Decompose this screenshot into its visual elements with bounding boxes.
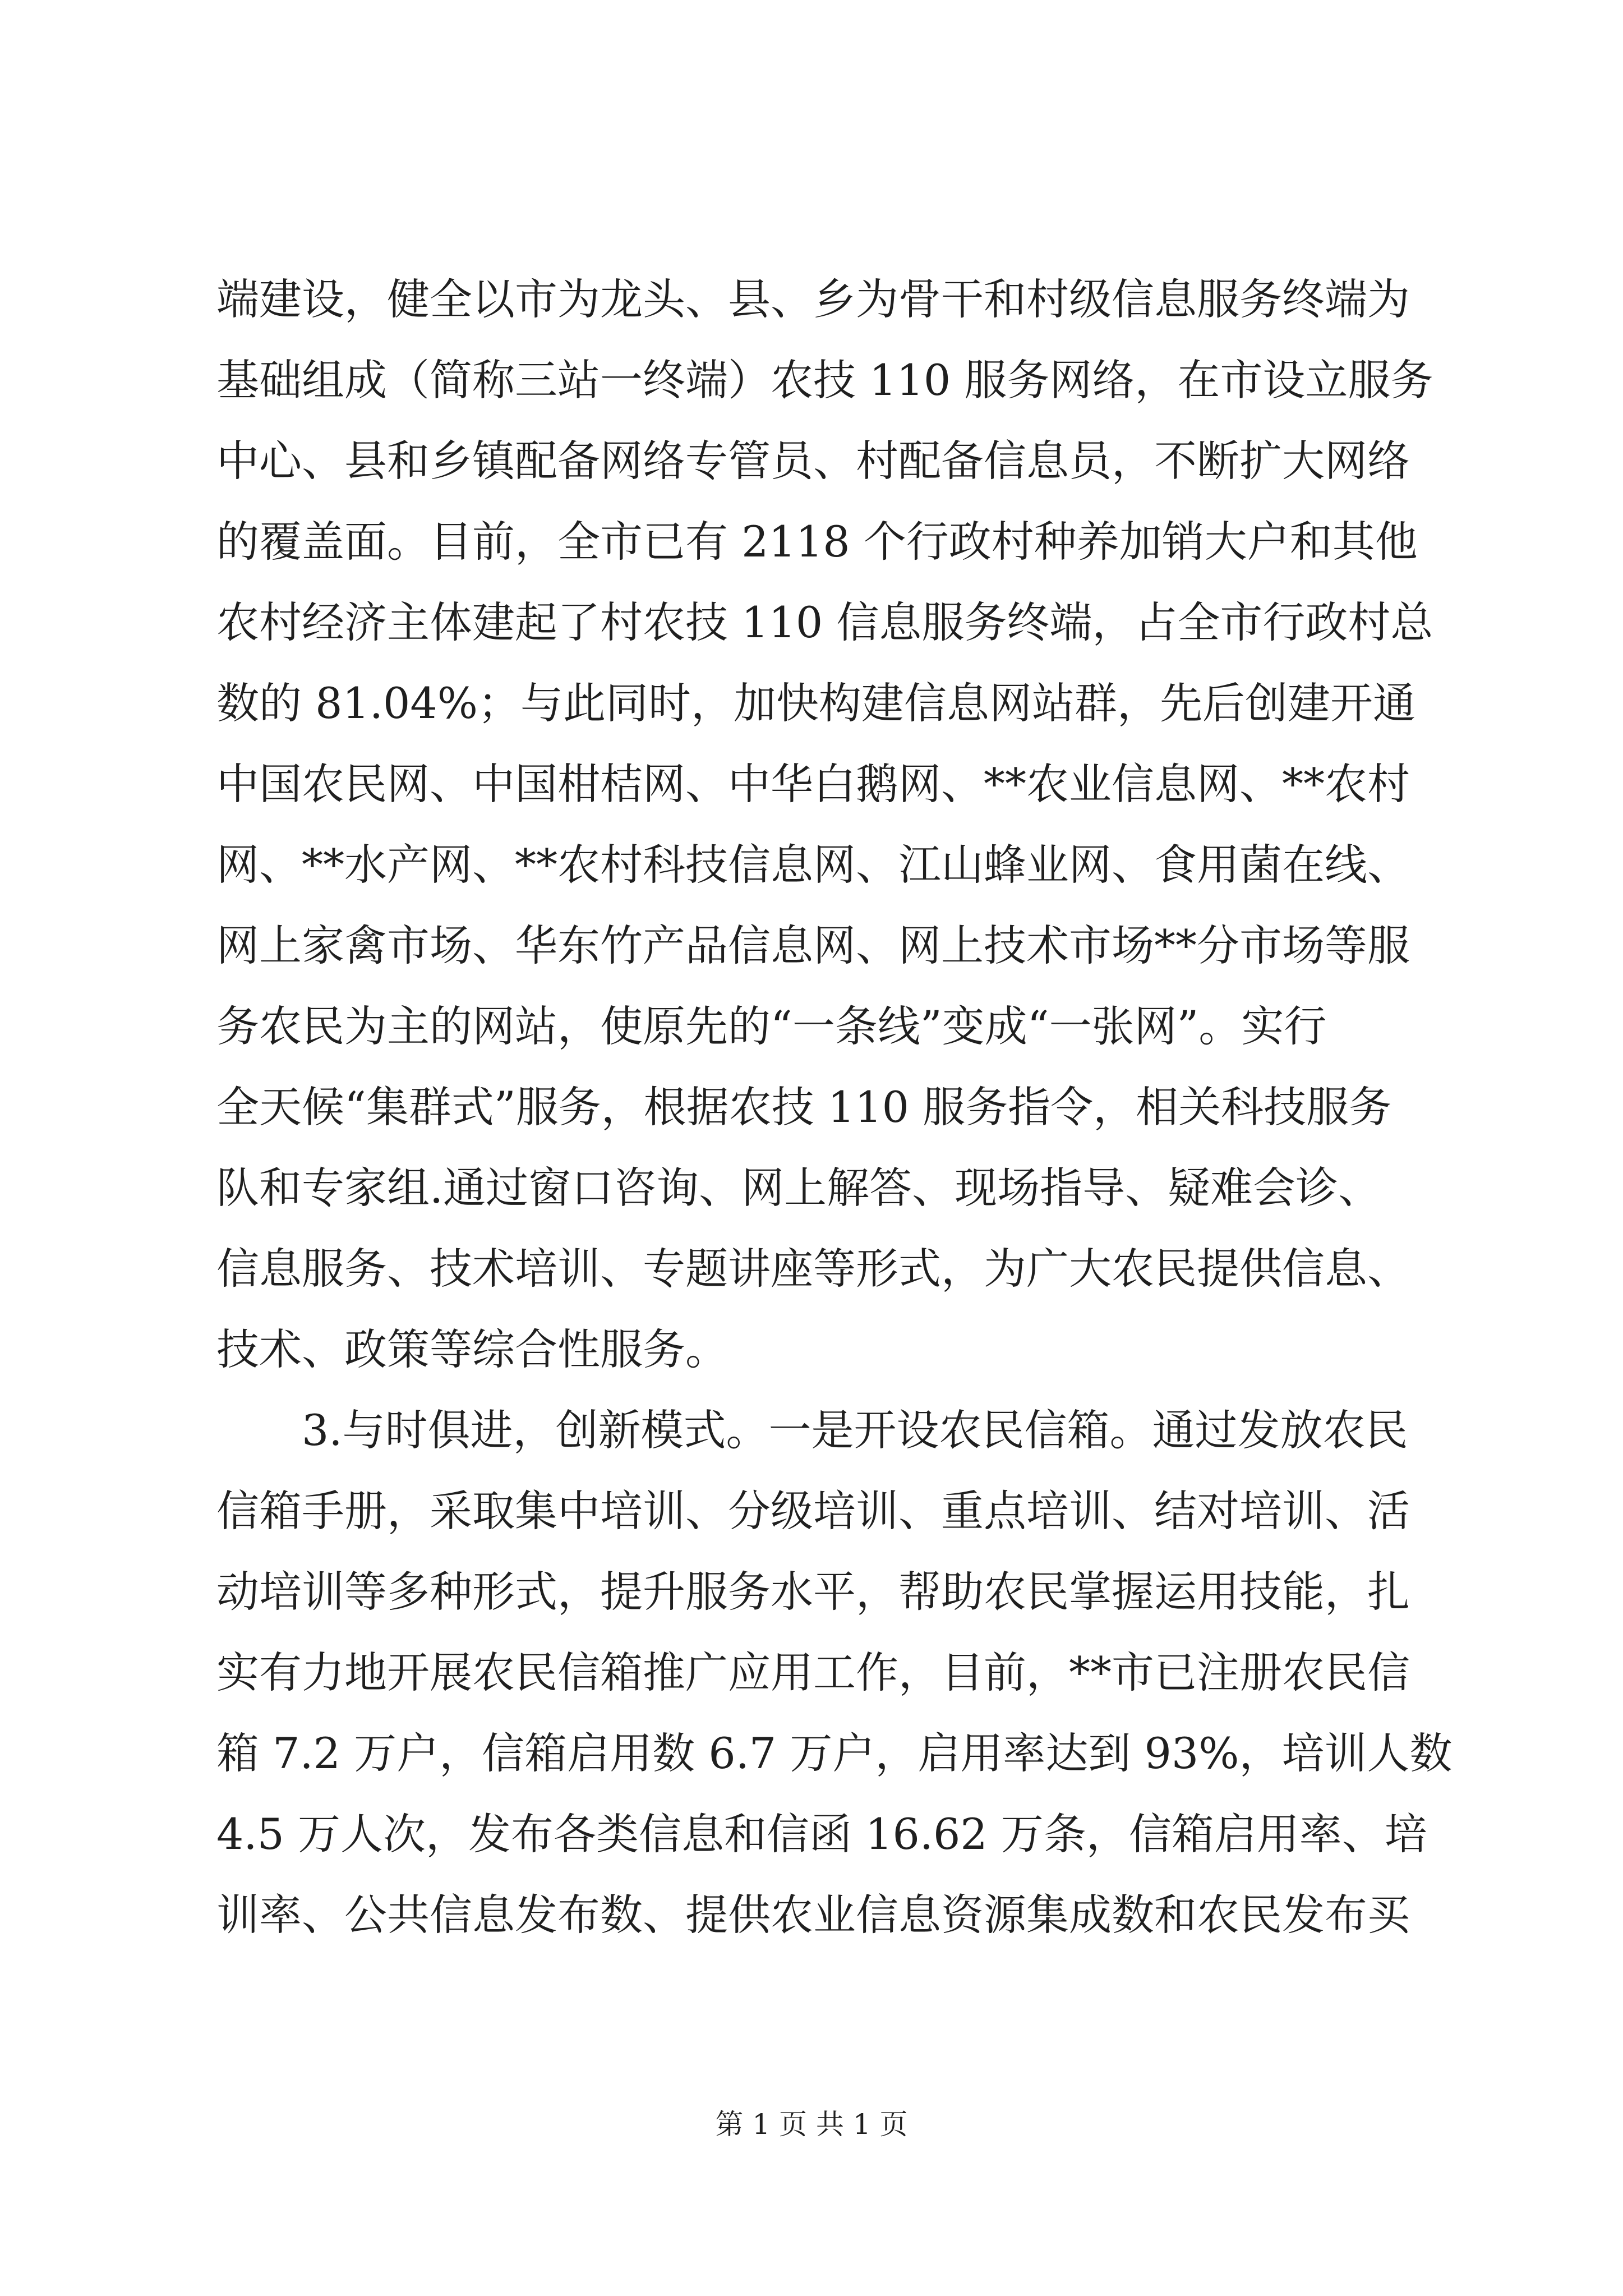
text-line: 网、**水产网、**农村科技信息网、江山蜂业网、食用菌在线、 [216, 840, 1410, 890]
text-line: 中国农民网、中国柑桔网、中华白鹅网、**农业信息网、**农村 [216, 759, 1410, 809]
text-line: 4.5 万人次，发布各类信息和信函 16.62 万条，信箱启用率、培 [216, 1809, 1427, 1859]
text-line: 实有力地开展农民信箱推广应用工作，目前，**市已注册农民信 [216, 1648, 1410, 1697]
paragraph-2 [216, 1390, 1453, 1955]
page-number: 第 1 页 共 1 页 [715, 2108, 908, 2141]
text-line: 数的 81.04%；与此同时，加快构建信息网站群，先后创建开通 [216, 678, 1415, 728]
document-body [216, 259, 1453, 1955]
text-line: 技术、政策等综合性服务。 [216, 1324, 728, 1374]
page-footer [0, 2105, 1623, 2144]
text-line: 箱 7.2 万户，信箱启用数 6.7 万户，启用率达到 93%，培训人数 [216, 1728, 1453, 1778]
text-line: 网上家禽市场、华东竹产品信息网、网上技术市场**分市场等服 [216, 921, 1410, 970]
paragraph-1 [216, 259, 1433, 1390]
text-line: 动培训等多种形式，提升服务水平，帮助农民掌握运用技能，扎 [216, 1567, 1410, 1617]
text-line: 务农民为主的网站，使原先的“一条线”变成“一张网”。实行 [216, 1001, 1327, 1051]
text-line: 信箱手册，采取集中培训、分级培训、重点培训、结对培训、活 [216, 1486, 1410, 1536]
text-line: 中心、县和乡镇配备网络专管员、村配备信息员，不断扩大网络 [216, 436, 1410, 486]
text-line: 信息服务、技术培训、专题讲座等形式，为广大农民提供信息、 [216, 1244, 1410, 1294]
text-line: 3.与时俱进，创新模式。一是开设农民信箱。通过发放农民 [302, 1405, 1408, 1455]
text-line: 训率、公共信息发布数、提供农业信息资源集成数和农民发布买 [216, 1890, 1410, 1940]
text-line: 队和专家组.通过窗口咨询、网上解答、现场指导、疑难会诊、 [216, 1163, 1381, 1213]
text-line: 基础组成（简称三站一终端）农技 110 服务网络，在市设立服务 [216, 355, 1433, 405]
text-line: 农村经济主体建起了村农技 110 信息服务终端，占全市行政村总 [216, 597, 1433, 647]
text-line: 的覆盖面。目前，全市已有 2118 个行政村种养加销大户和其他 [216, 517, 1418, 567]
text-line: 全天候“集群式”服务，根据农技 110 服务指令，相关科技服务 [216, 1082, 1392, 1132]
text-line: 端建设，健全以市为龙头、县、乡为骨干和村级信息服务终端为 [216, 274, 1410, 324]
